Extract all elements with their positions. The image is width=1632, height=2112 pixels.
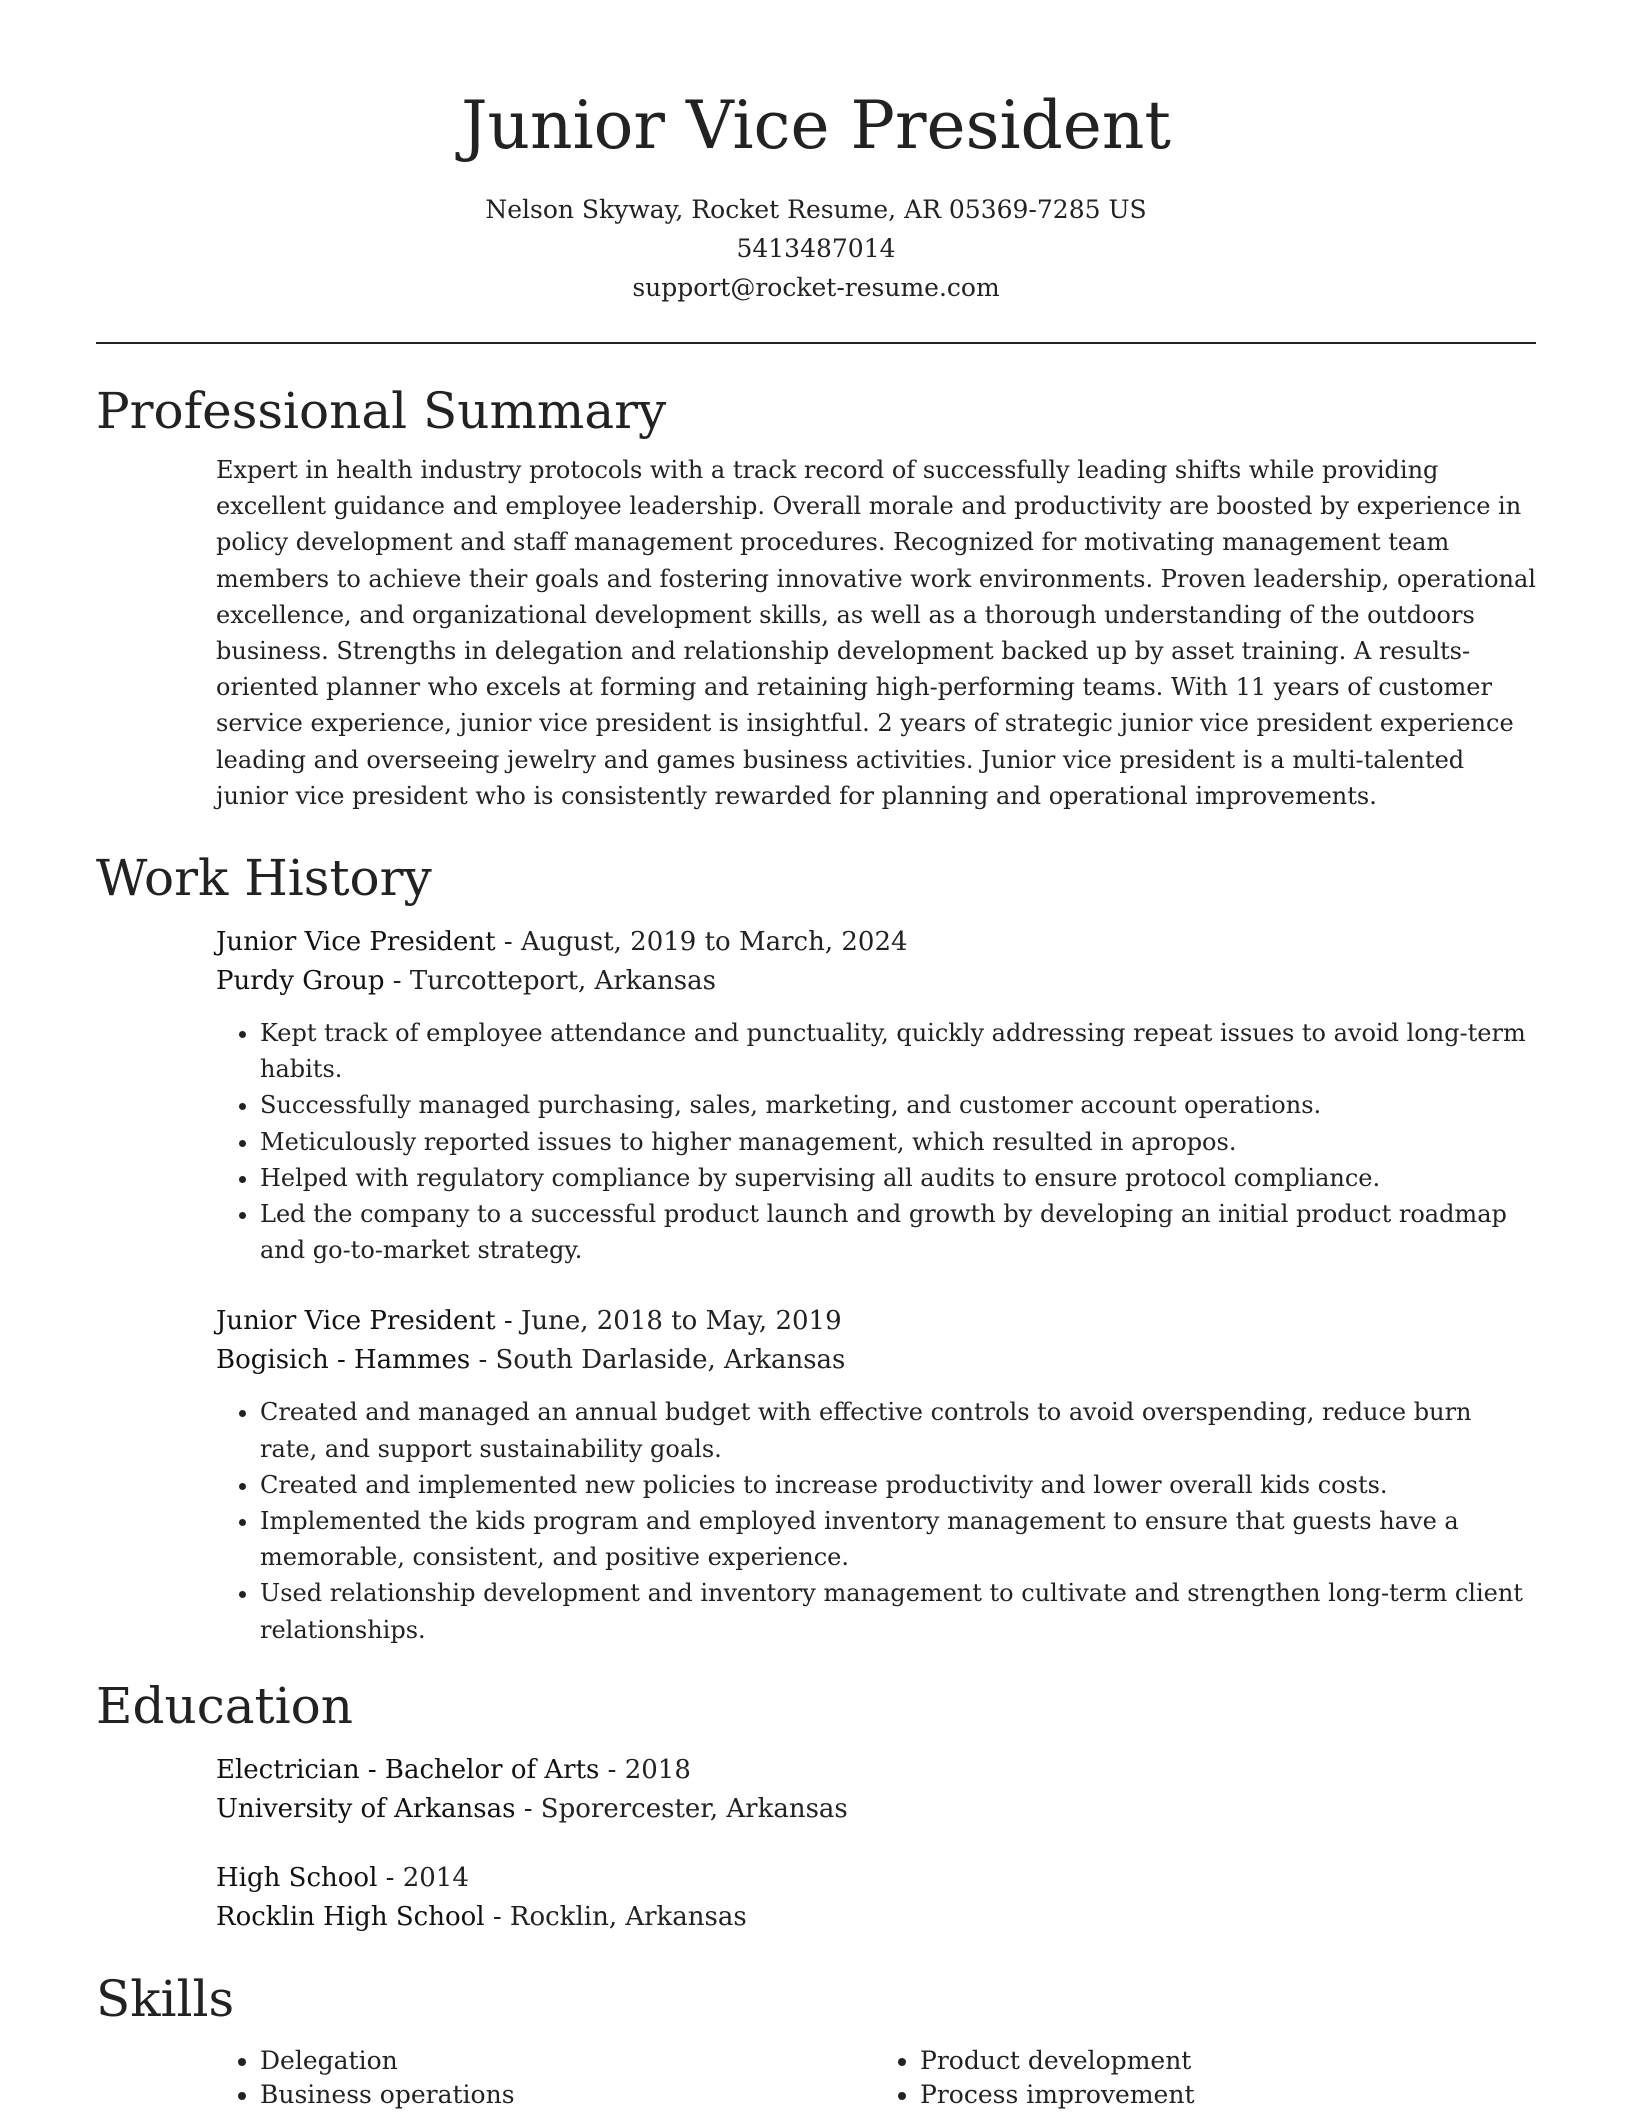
job-location: - South Darlaside, Arkansas (470, 1345, 846, 1376)
contact-email: support@rocket-resume.com (632, 273, 1000, 302)
skills-list-left (216, 2044, 876, 2112)
summary-section (96, 380, 1536, 814)
header-divider (96, 342, 1536, 344)
skill-item: • Process improvement (920, 2078, 1536, 2112)
summary-heading: Professional Summary (96, 382, 667, 440)
job-title-line (216, 923, 1536, 962)
skill-item: • Business operations (260, 2078, 876, 2112)
education-school: University of Arkansas (216, 1794, 516, 1824)
job-entry (216, 923, 1536, 1268)
contact-address: Nelson Skyway, Rocket Resume, AR 05369-7285 US (485, 195, 1147, 224)
skills-list-right (876, 2044, 1536, 2112)
skills-columns (216, 2044, 1536, 2112)
skills-heading: Skills (96, 1970, 235, 2028)
job-bullet: • Used relationship development and inventory management to cultivate and strengthen long-term client relationships. (260, 1575, 1536, 1647)
job-bullet: • Led the company to a successful product launch and growth by developing an initial product roadmap and go-to-market strategy. (260, 1196, 1536, 1268)
work-history-section (96, 847, 1536, 1648)
skill-item: • Product development (920, 2044, 1536, 2078)
education-entry (216, 1751, 1536, 1829)
education-degree-line (216, 1751, 1536, 1790)
education-degree-line (216, 1859, 1536, 1898)
job-company-line (216, 1341, 1536, 1380)
job-bullets (216, 1015, 1536, 1268)
job-bullet: • Meticulously reported issues to higher management, which resulted in apropos. (260, 1124, 1536, 1160)
education-degree: Electrician - Bachelor of Arts (216, 1755, 600, 1785)
job-bullets (216, 1394, 1536, 1647)
job-title-line (216, 1302, 1536, 1341)
job-bullet: • Kept track of employee attendance and punctuality, quickly addressing repeat issues to avoid long-term habits. (260, 1015, 1536, 1087)
job-company-line (216, 962, 1536, 1001)
job-bullet: • Created and implemented new policies to increase productivity and lower overall kids costs. (260, 1467, 1536, 1503)
education-heading: Education (96, 1677, 353, 1735)
job-bullet: • Helped with regulatory compliance by supervising all audits to ensure protocol compliance. (260, 1160, 1536, 1196)
job-company: Bogisich - Hammes (216, 1345, 471, 1376)
education-entry (216, 1859, 1536, 1937)
job-bullet: • Successfully managed purchasing, sales, marketing, and customer account operations. (260, 1087, 1536, 1123)
resume-header (0, 0, 1632, 307)
education-location: - Sporercester, Arkansas (515, 1794, 848, 1824)
work-history-heading: Work History (96, 849, 432, 907)
contact-phone: 5413487014 (736, 234, 896, 263)
education-year: - 2014 (377, 1863, 469, 1893)
skill-item: • Delegation (260, 2044, 876, 2078)
education-school: Rocklin High School (216, 1902, 485, 1932)
education-school-line (216, 1790, 1536, 1829)
candidate-title: Junior Vice President (461, 87, 1171, 164)
education-school-line (216, 1898, 1536, 1937)
job-entry (216, 1302, 1536, 1647)
job-bullet: • Implemented the kids program and employed inventory management to ensure that guests have a memorable, consistent, and positive experience. (260, 1503, 1536, 1575)
job-location: - Turcotteport, Arkansas (384, 966, 716, 996)
job-bullet: • Created and managed an annual budget with effective controls to avoid overspending, reduce burn rate, and support sustainability goals. (260, 1394, 1536, 1466)
education-year: - 2018 (599, 1755, 691, 1785)
skills-section (96, 1968, 1536, 2112)
job-company: Purdy Group (216, 966, 385, 996)
education-section (96, 1675, 1536, 1937)
education-degree: High School (216, 1863, 378, 1893)
summary-text: Expert in health industry protocols with a track record of successfully leading shifts while providing excellent guidance and employee leadership. Overall morale and productivity are boosted by experience in policy development and staff management procedures. Recognized for motivating management team members to achieve their goals and fostering innovative work environments. Proven leadership, operational excellence, and organizational development skills, as well as a thorough understanding of the outdoors business. Strengths in delegation and relationship development backed up by asset training. A results-oriented planner who excels at forming and retaining high-performing teams. With 11 years of customer service experience, junior vice president is insightful. 2 years of strategic junior vice president experience leading and overseeing jewelry and games business activities. Junior vice president is a multi-talented junior vice president who is consistently rewarded for planning and operational improvements. (216, 456, 1536, 810)
education-location: - Rocklin, Arkansas (484, 1902, 747, 1932)
job-dates: - June, 2018 to May, 2019 (495, 1306, 842, 1337)
job-role: Junior Vice President (216, 1306, 496, 1337)
contact-block (0, 190, 1632, 307)
job-role: Junior Vice President (216, 927, 496, 957)
job-dates: - August, 2019 to March, 2024 (495, 927, 908, 957)
